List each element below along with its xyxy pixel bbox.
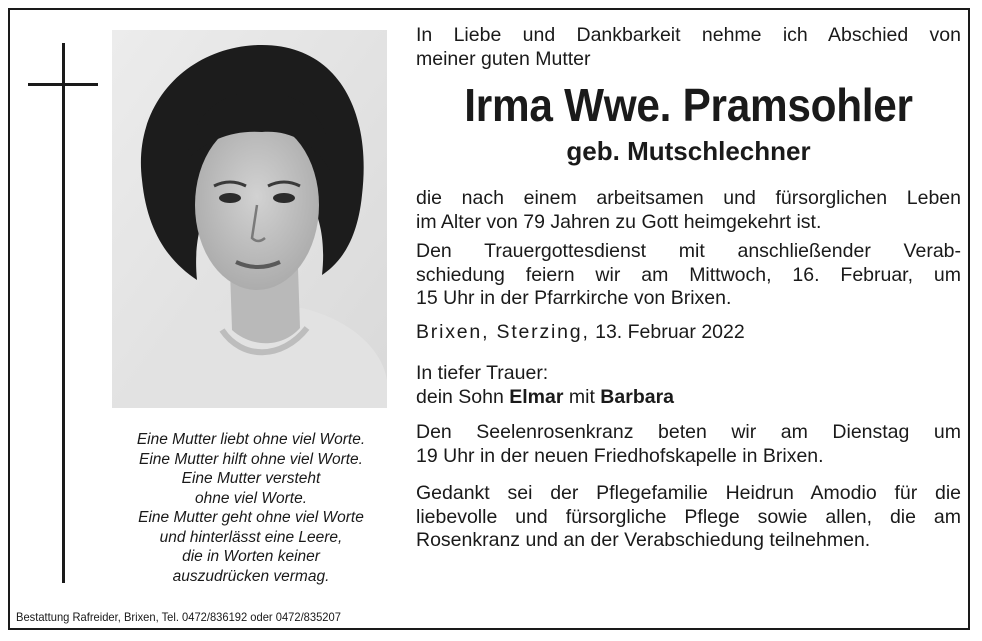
life-text xyxy=(416,187,961,234)
rosary-line: 19 Uhr in der neuen Friedhofskapelle in Brixen. xyxy=(416,444,824,467)
thanks-line: Rosenkranz und an der Verabschiedung teilnehmen. xyxy=(416,529,871,551)
service-line: schiedung feiern wir am Mittwoch, 16. Februar, um xyxy=(416,263,961,286)
service-line: Den Trauergottesdienst mit anschließender Verab- xyxy=(416,240,961,262)
partner-name: Barbara xyxy=(600,385,675,408)
poem-line: Eine Mutter liebt ohne viel Worte. xyxy=(136,431,366,448)
rosary-text xyxy=(416,421,961,468)
mourners xyxy=(416,362,961,409)
mourners-line xyxy=(416,386,961,410)
obituary-notice xyxy=(8,8,970,630)
thanks-line: Gedankt sei der Pflegefamilie Heidrun Amodio für die xyxy=(416,482,961,504)
mourners-connector: mit xyxy=(568,385,595,408)
mourners-prefix: dein Sohn xyxy=(416,385,504,408)
service-text xyxy=(416,240,961,311)
life-line: im Alter von 79 Jahren zu Gott heimgekehrt ist. xyxy=(416,210,822,233)
places: Brixen, Sterzing, xyxy=(416,320,590,343)
funeral-home-contact: Bestattung Rafreider, Brixen, Tel. 0472/836192 oder 0472/835207 xyxy=(16,610,341,624)
poem-line: Eine Mutter hilft ohne viel Worte. xyxy=(139,450,363,468)
rosary-line: Den Seelenrosenkranz beten wir am Dienstag um xyxy=(416,421,961,443)
life-line: die nach einem arbeitsamen und fürsorglichen Leben xyxy=(416,187,961,209)
poem-line: ohne viel Worte. xyxy=(195,489,307,507)
intro-text xyxy=(416,24,961,71)
cross-vertical-bar xyxy=(62,43,65,583)
place-and-date xyxy=(416,321,961,345)
deceased-name: Irma Wwe. Pramsohler xyxy=(464,79,913,131)
poem xyxy=(106,430,396,586)
poem-line: Eine Mutter versteht xyxy=(181,470,321,487)
son-name: Elmar xyxy=(509,385,564,408)
poem-line: auszudrücken vermag. xyxy=(172,567,330,585)
service-line: 15 Uhr in der Pfarrkirche von Brixen. xyxy=(416,287,732,309)
intro-line: meiner guten Mutter xyxy=(416,47,591,70)
thanks-line: liebevolle und fürsorgliche Pflege sowie allen, die am xyxy=(416,505,961,528)
intro-line: In Liebe und Dankbarkeit nehme ich Abschied von xyxy=(416,24,961,46)
poem-line: die in Worten keiner xyxy=(182,548,320,565)
thanks-text xyxy=(416,482,961,553)
cross-horizontal-bar xyxy=(28,83,98,86)
date: 13. Februar 2022 xyxy=(595,320,745,343)
mourners-heading: In tiefer Trauer: xyxy=(416,362,549,384)
poem-line: Eine Mutter geht ohne viel Worte xyxy=(138,509,364,526)
notice-text xyxy=(416,24,961,553)
portrait-photo xyxy=(112,30,387,408)
birth-name: geb. Mutschlechner xyxy=(566,136,811,166)
poem-line: und hinterlässt eine Leere, xyxy=(159,528,343,546)
